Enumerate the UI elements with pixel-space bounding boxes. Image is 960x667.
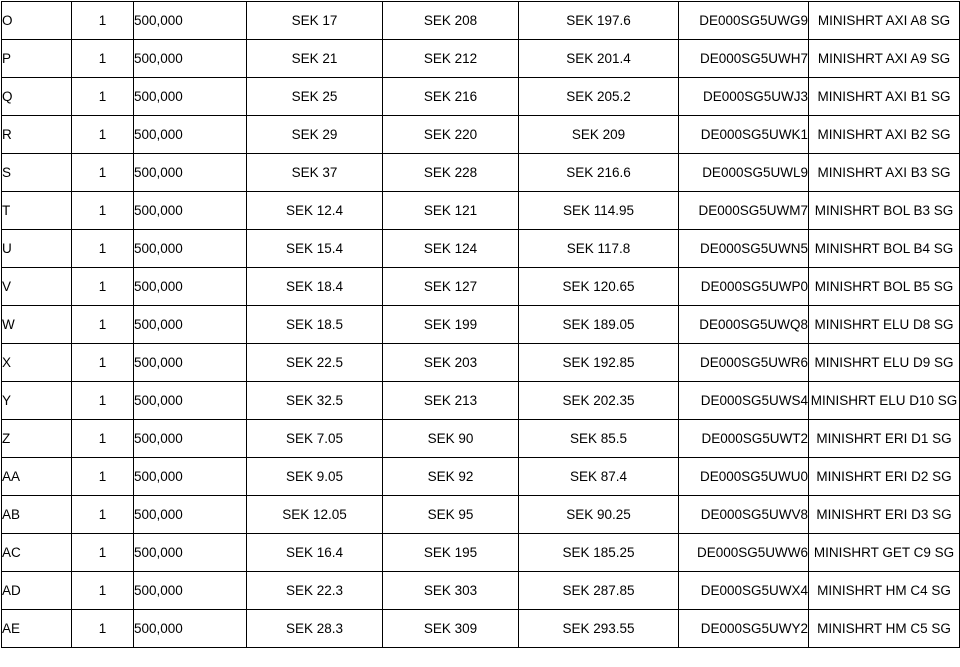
isin-cell: DE000SG5UWH7 xyxy=(679,40,809,78)
ratio-cell: 1 xyxy=(72,382,134,420)
strike-cell: SEK 25 xyxy=(247,78,383,116)
level-cell: SEK 189.05 xyxy=(519,306,679,344)
level-cell: SEK 197.6 xyxy=(519,2,679,40)
ratio-cell: 1 xyxy=(72,306,134,344)
series-cell: AB xyxy=(2,496,72,534)
barrier-cell: SEK 95 xyxy=(383,496,519,534)
level-cell: SEK 117.8 xyxy=(519,230,679,268)
barrier-cell: SEK 216 xyxy=(383,78,519,116)
short-name-cell: MINISHRT ERI D1 SG xyxy=(809,420,960,458)
series-cell: AA xyxy=(2,458,72,496)
level-cell: SEK 201.4 xyxy=(519,40,679,78)
barrier-cell: SEK 220 xyxy=(383,116,519,154)
series-cell: AE xyxy=(2,610,72,648)
table-row xyxy=(2,192,960,230)
short-name-cell: MINISHRT BOL B4 SG xyxy=(809,230,960,268)
table-body xyxy=(2,2,960,648)
level-cell: SEK 87.4 xyxy=(519,458,679,496)
isin-cell: DE000SG5UWV8 xyxy=(679,496,809,534)
strike-cell: SEK 12.05 xyxy=(247,496,383,534)
quantity-cell: 500,000 xyxy=(134,78,247,116)
table-row xyxy=(2,40,960,78)
table-row xyxy=(2,382,960,420)
level-cell: SEK 192.85 xyxy=(519,344,679,382)
strike-cell: SEK 21 xyxy=(247,40,383,78)
quantity-cell: 500,000 xyxy=(134,458,247,496)
ratio-cell: 1 xyxy=(72,154,134,192)
table-row xyxy=(2,610,960,648)
ratio-cell: 1 xyxy=(72,610,134,648)
ratio-cell: 1 xyxy=(72,534,134,572)
level-cell: SEK 90.25 xyxy=(519,496,679,534)
short-name-cell: MINISHRT ERI D3 SG xyxy=(809,496,960,534)
quantity-cell: 500,000 xyxy=(134,154,247,192)
table-row xyxy=(2,534,960,572)
strike-cell: SEK 22.5 xyxy=(247,344,383,382)
short-name-cell: MINISHRT BOL B3 SG xyxy=(809,192,960,230)
series-cell: X xyxy=(2,344,72,382)
barrier-cell: SEK 213 xyxy=(383,382,519,420)
level-cell: SEK 209 xyxy=(519,116,679,154)
quantity-cell: 500,000 xyxy=(134,116,247,154)
series-cell: R xyxy=(2,116,72,154)
isin-cell: DE000SG5UWJ3 xyxy=(679,78,809,116)
short-name-cell: MINISHRT GET C9 SG xyxy=(809,534,960,572)
ratio-cell: 1 xyxy=(72,2,134,40)
barrier-cell: SEK 124 xyxy=(383,230,519,268)
level-cell: SEK 216.6 xyxy=(519,154,679,192)
ratio-cell: 1 xyxy=(72,496,134,534)
strike-cell: SEK 18.4 xyxy=(247,268,383,306)
ratio-cell: 1 xyxy=(72,458,134,496)
series-cell: Z xyxy=(2,420,72,458)
short-name-cell: MINISHRT HM C4 SG xyxy=(809,572,960,610)
series-cell: Q xyxy=(2,78,72,116)
series-cell: V xyxy=(2,268,72,306)
strike-cell: SEK 29 xyxy=(247,116,383,154)
isin-cell: DE000SG5UWN5 xyxy=(679,230,809,268)
table-row xyxy=(2,268,960,306)
barrier-cell: SEK 121 xyxy=(383,192,519,230)
isin-cell: DE000SG5UWM7 xyxy=(679,192,809,230)
barrier-cell: SEK 228 xyxy=(383,154,519,192)
warrant-table xyxy=(1,1,960,648)
table-row xyxy=(2,2,960,40)
strike-cell: SEK 9.05 xyxy=(247,458,383,496)
series-cell: O xyxy=(2,2,72,40)
quantity-cell: 500,000 xyxy=(134,572,247,610)
level-cell: SEK 85.5 xyxy=(519,420,679,458)
quantity-cell: 500,000 xyxy=(134,230,247,268)
short-name-cell: MINISHRT AXI A9 SG xyxy=(809,40,960,78)
series-cell: T xyxy=(2,192,72,230)
quantity-cell: 500,000 xyxy=(134,2,247,40)
short-name-cell: MINISHRT AXI B3 SG xyxy=(809,154,960,192)
quantity-cell: 500,000 xyxy=(134,192,247,230)
table-row xyxy=(2,458,960,496)
barrier-cell: SEK 199 xyxy=(383,306,519,344)
short-name-cell: MINISHRT AXI A8 SG xyxy=(809,2,960,40)
strike-cell: SEK 7.05 xyxy=(247,420,383,458)
level-cell: SEK 202.35 xyxy=(519,382,679,420)
isin-cell: DE000SG5UWW6 xyxy=(679,534,809,572)
barrier-cell: SEK 303 xyxy=(383,572,519,610)
isin-cell: DE000SG5UWP0 xyxy=(679,268,809,306)
quantity-cell: 500,000 xyxy=(134,268,247,306)
series-cell: AD xyxy=(2,572,72,610)
level-cell: SEK 287.85 xyxy=(519,572,679,610)
isin-cell: DE000SG5UWQ8 xyxy=(679,306,809,344)
ratio-cell: 1 xyxy=(72,268,134,306)
isin-cell: DE000SG5UWG9 xyxy=(679,2,809,40)
table-row xyxy=(2,420,960,458)
isin-cell: DE000SG5UWT2 xyxy=(679,420,809,458)
strike-cell: SEK 17 xyxy=(247,2,383,40)
short-name-cell: MINISHRT BOL B5 SG xyxy=(809,268,960,306)
barrier-cell: SEK 90 xyxy=(383,420,519,458)
strike-cell: SEK 18.5 xyxy=(247,306,383,344)
isin-cell: DE000SG5UWS4 xyxy=(679,382,809,420)
strike-cell: SEK 16.4 xyxy=(247,534,383,572)
table-row xyxy=(2,572,960,610)
isin-cell: DE000SG5UWL9 xyxy=(679,154,809,192)
quantity-cell: 500,000 xyxy=(134,306,247,344)
short-name-cell: MINISHRT ELU D9 SG xyxy=(809,344,960,382)
quantity-cell: 500,000 xyxy=(134,420,247,458)
short-name-cell: MINISHRT HM C5 SG xyxy=(809,610,960,648)
strike-cell: SEK 28.3 xyxy=(247,610,383,648)
table-row xyxy=(2,78,960,116)
short-name-cell: MINISHRT AXI B2 SG xyxy=(809,116,960,154)
quantity-cell: 500,000 xyxy=(134,344,247,382)
short-name-cell: MINISHRT AXI B1 SG xyxy=(809,78,960,116)
ratio-cell: 1 xyxy=(72,192,134,230)
strike-cell: SEK 37 xyxy=(247,154,383,192)
barrier-cell: SEK 92 xyxy=(383,458,519,496)
quantity-cell: 500,000 xyxy=(134,534,247,572)
ratio-cell: 1 xyxy=(72,572,134,610)
strike-cell: SEK 15.4 xyxy=(247,230,383,268)
barrier-cell: SEK 195 xyxy=(383,534,519,572)
isin-cell: DE000SG5UWU0 xyxy=(679,458,809,496)
barrier-cell: SEK 203 xyxy=(383,344,519,382)
table-row xyxy=(2,116,960,154)
barrier-cell: SEK 208 xyxy=(383,2,519,40)
short-name-cell: MINISHRT ELU D8 SG xyxy=(809,306,960,344)
ratio-cell: 1 xyxy=(72,78,134,116)
quantity-cell: 500,000 xyxy=(134,610,247,648)
isin-cell: DE000SG5UWK1 xyxy=(679,116,809,154)
ratio-cell: 1 xyxy=(72,230,134,268)
table-row xyxy=(2,230,960,268)
table-row xyxy=(2,496,960,534)
barrier-cell: SEK 127 xyxy=(383,268,519,306)
series-cell: P xyxy=(2,40,72,78)
table-row xyxy=(2,154,960,192)
strike-cell: SEK 32.5 xyxy=(247,382,383,420)
ratio-cell: 1 xyxy=(72,420,134,458)
isin-cell: DE000SG5UWX4 xyxy=(679,572,809,610)
quantity-cell: 500,000 xyxy=(134,40,247,78)
short-name-cell: MINISHRT ELU D10 SG xyxy=(809,382,960,420)
level-cell: SEK 293.55 xyxy=(519,610,679,648)
quantity-cell: 500,000 xyxy=(134,496,247,534)
series-cell: Y xyxy=(2,382,72,420)
barrier-cell: SEK 212 xyxy=(383,40,519,78)
strike-cell: SEK 12.4 xyxy=(247,192,383,230)
ratio-cell: 1 xyxy=(72,344,134,382)
isin-cell: DE000SG5UWR6 xyxy=(679,344,809,382)
level-cell: SEK 114.95 xyxy=(519,192,679,230)
quantity-cell: 500,000 xyxy=(134,382,247,420)
short-name-cell: MINISHRT ERI D2 SG xyxy=(809,458,960,496)
series-cell: U xyxy=(2,230,72,268)
barrier-cell: SEK 309 xyxy=(383,610,519,648)
level-cell: SEK 205.2 xyxy=(519,78,679,116)
level-cell: SEK 120.65 xyxy=(519,268,679,306)
strike-cell: SEK 22.3 xyxy=(247,572,383,610)
series-cell: S xyxy=(2,154,72,192)
level-cell: SEK 185.25 xyxy=(519,534,679,572)
ratio-cell: 1 xyxy=(72,116,134,154)
isin-cell: DE000SG5UWY2 xyxy=(679,610,809,648)
table-row xyxy=(2,344,960,382)
table-row xyxy=(2,306,960,344)
series-cell: W xyxy=(2,306,72,344)
ratio-cell: 1 xyxy=(72,40,134,78)
series-cell: AC xyxy=(2,534,72,572)
